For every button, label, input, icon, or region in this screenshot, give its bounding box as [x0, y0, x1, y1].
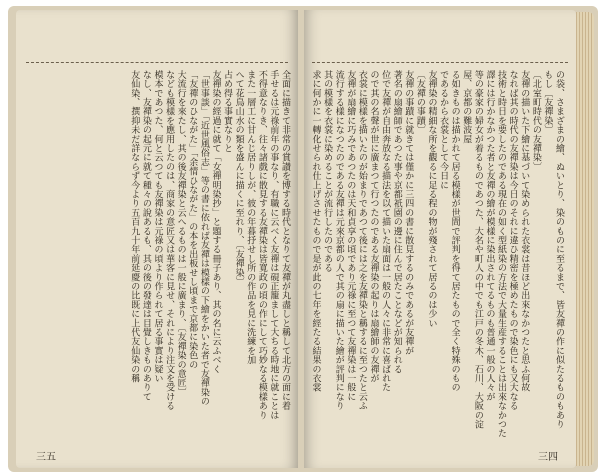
text-line: 友仙染、撰抑未だ詳ならず今より五百九十年前延慶の比既に上代友仙染の稱: [129, 70, 140, 383]
text-line: 「世事談」「近世風俗志」等の書に依れば友禪は模樣の下繪をかいた者で友禪染の: [198, 70, 209, 406]
text-line: 不得意なりき、往々諸戲に散見する友禪染は皆寬政の頃の作にして巧妙なる模樣あり: [256, 70, 267, 420]
text-line: 友禪染の精細な所を觀るに足る程の物が殘されて居るのは少い: [426, 70, 437, 328]
text-line: 求に何かに一轉化せられ仕上げさせたもので是が此の七年を經たる結果の衣裳: [310, 70, 321, 392]
text-line: 大流行を來たし、其の後友禪染と云へるものは一般に廣まり、〔友禪染の意匠〕: [175, 70, 186, 397]
text-line: 著名の扇繪師であつた事や京都祇園の邊に住んで居たことなどが知られる: [391, 70, 402, 374]
text-line: の袋、さまざまの繪、ぬいとり、染のものに至るまで、皆友禪の作に似たるものもあり: [554, 70, 564, 429]
text-line: へて花鳥山水の類を盛んに描くに至れり、〔友禪染〕: [233, 70, 244, 287]
text-line: 〔北室町時代の友禪染〕: [530, 70, 541, 172]
text-line: 其の模樣を衣裳に染めることが流行したのである: [322, 70, 333, 273]
text-line: なし、友禪染の起元に就て種々の說あるも、其の後の發達は目覺しきものありて: [140, 70, 151, 402]
text-line: ので其の名聲が世に廣まつて行つたのである友禪染の起りは扇繪師の友禪が: [368, 70, 379, 383]
text-line: 譯には行かなかつた者と友禪の繪が模樣に染出されてるものも普通一般の人々が: [484, 70, 495, 402]
left-page-number: 三五: [36, 452, 56, 463]
right-page-text: [312, 70, 564, 442]
text-line: 占め得る事實なりと: [222, 70, 233, 153]
text-line: もし〔友禪染〕: [542, 70, 553, 135]
text-line: 技術と時日を要したのである現在の如く型紙染の方法で大量生産することは出來なかつた: [496, 70, 507, 438]
text-line: 手せるは元祿前年の事なり、有職に云べく友禪は硯正籠まして大ちる時地に就ことは: [268, 70, 279, 420]
right-page: [304, 10, 576, 468]
text-line: 「友禪のひながた」「余情ひながた」の本を出板せし頃まで京都に染色の: [187, 70, 198, 370]
text-line: なれば其の時代の友禪染は今日のそれに違ひ精密を極めたもので染色にも又大なる: [507, 70, 518, 411]
text-line: 〔友禪の事蹟〕: [414, 70, 425, 135]
page-edges: [576, 12, 594, 466]
text-line: る如きものは描かれて居る模樣が世間で評判を得て居たもので全く特殊のもの: [449, 70, 460, 392]
header-rule: [312, 62, 568, 63]
text-line: 友禪の事蹟に就きては僅かに三四の書に散見するのみであるが友禪が: [403, 70, 414, 356]
text-line: 友禪の描いた下繪に基づいて染められた衣裳は昔ほど出來なかつたと思ふ何故: [519, 70, 530, 392]
header-rule: [26, 62, 288, 63]
right-page-number: 三四: [538, 452, 558, 463]
text-line: 友禪が扇繪に巧みであつたのは天和貞享の頃であり元祿に至つて友禪染は一般に: [345, 70, 356, 402]
text-line: であるから衣裳として今日に: [438, 70, 449, 190]
text-line: また一層工に甘んじ居りしが、彼の年暮抒せし所の作品を見に洗練を加: [245, 70, 256, 365]
text-line: 位で友禪が自由奔放なる描法を以て描いた扇面は一般の人々に非常に喜ばれた: [380, 70, 391, 392]
text-line: 模本であつた、何と云つても友禪染は元祿の頃より作られて居る事實は疑い: [152, 70, 163, 383]
text-line: 流行する樣になつたのである友禪は元來京都の人で其の扇に描いた繪が評判になり: [333, 70, 344, 411]
text-line: 衣裳に模樣を描いたのが始まりであつて後には之を友禪染と稱するに至つたと云ふ: [356, 70, 367, 411]
open-book: [8, 6, 598, 472]
text-line: なども模樣を應用したのは、商家の意匠又は華客に見せ、それにより注文を受ける: [164, 70, 175, 411]
text-line: 等の豪家の婦女が着るものであつた、大名や町人の中でも江戸の冬木、石川、大阪の淀屋、京都の難波屋: [461, 70, 483, 429]
left-page-text: [28, 70, 290, 442]
left-page: [16, 10, 298, 468]
text-line: 友禪染の經過に就て「女禪明染抄」と題する冊子あり、其の名に云ふべく: [210, 70, 221, 374]
text-line: 全面に描きて非常の賞讃を博する時代となりて友禪が丸盡しと稱して北方の面に着: [280, 70, 290, 411]
